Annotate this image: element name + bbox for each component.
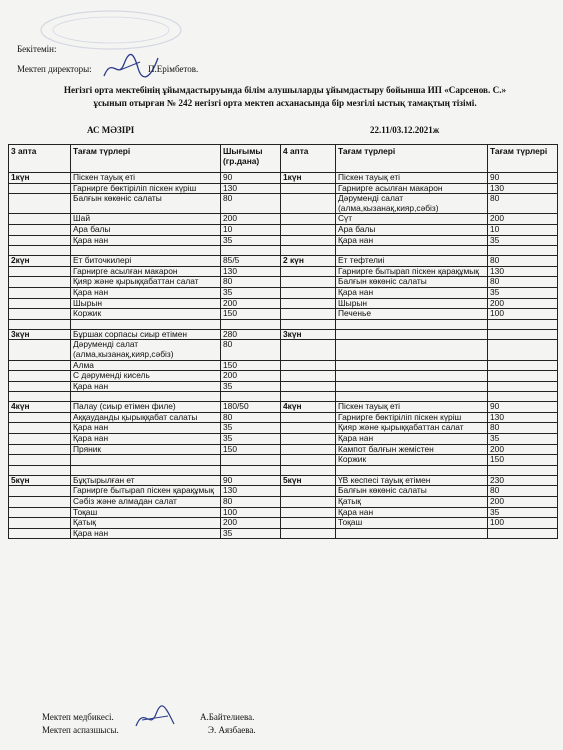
- cell-week4-yield: [488, 329, 558, 340]
- nurse-label: Мектеп медбикесі.: [42, 712, 114, 722]
- cell-week4-yield: 130: [488, 266, 558, 277]
- menu-label: АС МӘЗІРІ: [87, 125, 135, 135]
- header-week4: 4 апта: [281, 145, 336, 173]
- cell-week3-dish: С дәрумендi кисель: [71, 371, 221, 382]
- table-row: [9, 434, 558, 445]
- cell-week4-day: [281, 497, 336, 508]
- cell-week4-day: [281, 518, 336, 529]
- cell-week3-day: [9, 412, 71, 423]
- cell-week3-dish: Балғын көкөніс салаты: [71, 194, 221, 214]
- cell-week3-yield: [221, 455, 281, 466]
- table-row: [9, 381, 558, 392]
- cell-week3-day: [9, 423, 71, 434]
- cell-week3-yield: 130: [221, 266, 281, 277]
- director-label: Мектеп директоры:: [17, 64, 92, 74]
- menu-table: [8, 144, 558, 539]
- cell-week3-day: [9, 214, 71, 225]
- cell-week3-day: 3күн: [9, 329, 71, 340]
- table-row: [9, 173, 558, 184]
- cell-week3-dish: Қатық: [71, 518, 221, 529]
- cell-week4-yield: [488, 340, 558, 360]
- cell-week3-dish: Бұқтырылған ет: [71, 475, 221, 486]
- cell-week3-dish: Шай: [71, 214, 221, 225]
- cell-week3-yield: 10: [221, 224, 281, 235]
- cell-week4-dish: Сүт: [336, 214, 488, 225]
- cell-week3-yield: 180/50: [221, 402, 281, 413]
- cell-week4-day: [281, 277, 336, 288]
- table-body: [9, 173, 558, 539]
- cell-week4-dish: Піскен тауық еті: [336, 173, 488, 184]
- table-row: [9, 486, 558, 497]
- cell-week4-dish: Кампот балғын жемістен: [336, 444, 488, 455]
- cell-week3-dish: Гарнирге бытырап піскен қарақұмық: [71, 486, 221, 497]
- cook-label: Мектеп аспазшысы.: [42, 725, 119, 735]
- cell-week3-yield: 130: [221, 486, 281, 497]
- cell-week3-yield: 150: [221, 360, 281, 371]
- table-row: [9, 455, 558, 466]
- cell-week4-dish: [336, 381, 488, 392]
- cell-week4-dish: [336, 528, 488, 539]
- cell-week4-dish: Қара нан: [336, 507, 488, 518]
- nurse-signature: [130, 704, 180, 734]
- cell-week4-yield: 130: [488, 412, 558, 423]
- cell-week4-day: [281, 298, 336, 309]
- table-row: [9, 528, 558, 539]
- cell-week3-dish: Дәрумендi салат (алма,кызанақ,кияр,сәбіз): [71, 340, 221, 360]
- cell-week4-day: [281, 360, 336, 371]
- cell-week3-yield: 80: [221, 277, 281, 288]
- cell-week4-dish: Піскен тауық еті: [336, 402, 488, 413]
- cell-week4-dish: Гарнирге асылған макарон: [336, 183, 488, 194]
- cell-week4-yield: 200: [488, 214, 558, 225]
- cell-week4-day: [281, 528, 336, 539]
- cell-week3-yield: 35: [221, 528, 281, 539]
- cell-week3-day: 2күн: [9, 256, 71, 267]
- table-row: [9, 235, 558, 246]
- cell-week4-dish: [336, 319, 488, 329]
- cell-week4-dish: ҮВ кеспесі тауық етімен: [336, 475, 488, 486]
- cell-week3-yield: 80: [221, 497, 281, 508]
- cell-week4-dish: [336, 329, 488, 340]
- cell-week4-yield: 80: [488, 486, 558, 497]
- cell-week4-yield: [488, 246, 558, 256]
- cell-week4-yield: 35: [488, 434, 558, 445]
- cell-week4-dish: Тоқаш: [336, 518, 488, 529]
- table-row: [9, 518, 558, 529]
- cell-week3-day: [9, 392, 71, 402]
- cell-week3-yield: [221, 319, 281, 329]
- cell-week4-yield: 80: [488, 256, 558, 267]
- cell-week4-dish: Коржик: [336, 455, 488, 466]
- cell-week3-yield: 90: [221, 475, 281, 486]
- cell-week4-dish: Балғын көкөніс салаты: [336, 486, 488, 497]
- cell-week4-day: [281, 340, 336, 360]
- cell-week4-day: [281, 423, 336, 434]
- cell-week3-dish: Гарнирге бөктіріліп піскен күріш: [71, 183, 221, 194]
- cell-week4-yield: 150: [488, 455, 558, 466]
- table-row: [9, 412, 558, 423]
- cell-week4-day: [281, 214, 336, 225]
- cell-week4-day: 4күн: [281, 402, 336, 413]
- table-row: [9, 309, 558, 320]
- cell-week3-day: 5күн: [9, 475, 71, 486]
- table-row: [9, 298, 558, 309]
- cell-week3-dish: Тоқаш: [71, 507, 221, 518]
- table-row: [9, 319, 558, 329]
- cell-week3-day: [9, 507, 71, 518]
- cell-week3-dish: Палау (сиыр етімен филе): [71, 402, 221, 413]
- cell-week3-yield: 150: [221, 309, 281, 320]
- cell-week4-day: [281, 194, 336, 214]
- cell-week3-dish: Ара балы: [71, 224, 221, 235]
- cell-week3-yield: 35: [221, 381, 281, 392]
- table-row: [9, 246, 558, 256]
- table-row: [9, 444, 558, 455]
- cell-week3-yield: 90: [221, 173, 281, 184]
- cell-week3-yield: 35: [221, 287, 281, 298]
- cell-week3-yield: 35: [221, 423, 281, 434]
- cell-week4-yield: [488, 319, 558, 329]
- table-row: [9, 360, 558, 371]
- date-range: 22.11/03.12.2021ж: [370, 125, 440, 135]
- cell-week4-day: 2 күн: [281, 256, 336, 267]
- cell-week4-yield: 200: [488, 444, 558, 455]
- cell-week3-dish: Бұршак сорпасы сиыр етімен: [71, 329, 221, 340]
- cell-week3-day: [9, 497, 71, 508]
- cell-week3-yield: 80: [221, 412, 281, 423]
- cell-week4-dish: Балғын көкөніс салаты: [336, 277, 488, 288]
- title-line-1: Негізгі орта мектебінің ұйымдастыруында білім алушыларды ұйымдастыру бойынша ИП «Сарсенов. С.»: [63, 85, 507, 95]
- cell-week3-day: [9, 340, 71, 360]
- cell-week3-dish: Коржик: [71, 309, 221, 320]
- cell-week4-yield: 230: [488, 475, 558, 486]
- cell-week3-dish: [71, 392, 221, 402]
- cell-week4-dish: Дәрумендi салат (алма,кызанақ,кияр,сәбіз): [336, 194, 488, 214]
- cell-week4-dish: [336, 246, 488, 256]
- table-header-row: [9, 145, 558, 173]
- cell-week4-yield: 35: [488, 507, 558, 518]
- cell-week3-day: [9, 277, 71, 288]
- cell-week4-dish: Гарнирге бөктіріліп піскен күріш: [336, 412, 488, 423]
- cell-week3-day: [9, 235, 71, 246]
- table-row: [9, 266, 558, 277]
- cell-week4-dish: [336, 340, 488, 360]
- cell-week4-day: [281, 235, 336, 246]
- cell-week3-yield: 200: [221, 298, 281, 309]
- table-row: [9, 371, 558, 382]
- cell-week4-day: [281, 434, 336, 445]
- cell-week4-day: [281, 224, 336, 235]
- cell-week4-yield: 35: [488, 287, 558, 298]
- cell-week4-day: [281, 507, 336, 518]
- cell-week3-day: [9, 309, 71, 320]
- cell-week4-dish: [336, 392, 488, 402]
- header-dish-types-extra: Тағам түрлері: [488, 145, 558, 173]
- cell-week4-day: [281, 455, 336, 466]
- cell-week4-yield: 90: [488, 173, 558, 184]
- table-row: [9, 183, 558, 194]
- cell-week3-day: [9, 266, 71, 277]
- cell-week4-dish: Қара нан: [336, 434, 488, 445]
- cell-week4-dish: Печенье: [336, 309, 488, 320]
- cell-week3-yield: 35: [221, 235, 281, 246]
- cell-week3-day: [9, 465, 71, 475]
- cell-week4-day: [281, 444, 336, 455]
- cell-week3-yield: 200: [221, 518, 281, 529]
- cell-week4-day: [281, 287, 336, 298]
- table-row: [9, 402, 558, 413]
- cell-week4-yield: [488, 528, 558, 539]
- cell-week4-yield: [488, 371, 558, 382]
- cell-week3-day: [9, 371, 71, 382]
- cell-week3-yield: 200: [221, 371, 281, 382]
- cell-week3-day: [9, 194, 71, 214]
- table-row: [9, 256, 558, 267]
- cell-week4-yield: 80: [488, 423, 558, 434]
- cell-week3-day: [9, 381, 71, 392]
- cell-week3-yield: [221, 246, 281, 256]
- nurse-name: А.Байтелиева.: [200, 712, 255, 722]
- header-dish-types-right: Тағам түрлері: [336, 145, 488, 173]
- cell-week3-dish: Алма: [71, 360, 221, 371]
- document-title: [20, 84, 550, 110]
- cell-week3-yield: 150: [221, 444, 281, 455]
- cell-week3-day: [9, 518, 71, 529]
- cell-week4-dish: Гарнирге бытырап піскен қарақұмық: [336, 266, 488, 277]
- cell-week4-yield: 35: [488, 235, 558, 246]
- cell-week4-day: [281, 486, 336, 497]
- cell-week3-yield: [221, 392, 281, 402]
- cell-week4-dish: Шырын: [336, 298, 488, 309]
- cell-week3-day: [9, 434, 71, 445]
- header-dish-types-left: Тағам түрлері: [71, 145, 221, 173]
- cell-week4-dish: Қара нан: [336, 235, 488, 246]
- cell-week3-dish: [71, 455, 221, 466]
- table-row: [9, 465, 558, 475]
- cell-week3-dish: Қара нан: [71, 287, 221, 298]
- table-row: [9, 224, 558, 235]
- cell-week3-dish: Қара нан: [71, 381, 221, 392]
- cell-week4-day: [281, 412, 336, 423]
- cell-week3-dish: Қара нан: [71, 528, 221, 539]
- cell-week4-day: [281, 392, 336, 402]
- cell-week3-day: [9, 183, 71, 194]
- cell-week4-dish: Ет тефтелиі: [336, 256, 488, 267]
- cell-week3-yield: 85/5: [221, 256, 281, 267]
- cell-week3-yield: 100: [221, 507, 281, 518]
- cell-week3-dish: Шырын: [71, 298, 221, 309]
- cell-week4-day: 5күн: [281, 475, 336, 486]
- cell-week4-day: [281, 246, 336, 256]
- cell-week4-yield: 80: [488, 194, 558, 214]
- cell-week4-yield: 80: [488, 277, 558, 288]
- cell-week3-yield: 200: [221, 214, 281, 225]
- cell-week3-day: [9, 246, 71, 256]
- cell-week4-yield: 90: [488, 402, 558, 413]
- cell-week4-yield: [488, 360, 558, 371]
- cell-week4-day: [281, 319, 336, 329]
- cell-week3-dish: Ет биточкилері: [71, 256, 221, 267]
- cell-week3-dish: Қияр және қырыққабаттан салат: [71, 277, 221, 288]
- title-line-2: ұсынып отырған № 242 негізгі орта мектеп асханасында бір мезгілі ыстық тамақтың тізімі.: [93, 98, 477, 108]
- cell-week4-yield: 10: [488, 224, 558, 235]
- director-name: П.Ерімбетов.: [148, 64, 199, 74]
- cell-week4-dish: [336, 465, 488, 475]
- table-row: [9, 507, 558, 518]
- cell-week3-dish: Қара нан: [71, 434, 221, 445]
- cell-week4-yield: 130: [488, 183, 558, 194]
- cell-week4-dish: [336, 371, 488, 382]
- cell-week3-day: 1күн: [9, 173, 71, 184]
- cell-week3-dish: [71, 465, 221, 475]
- cell-week3-dish: Аққауданды қырыққабат салаты: [71, 412, 221, 423]
- table-row: [9, 392, 558, 402]
- cell-week4-dish: Қияр және қырыққабаттан салат: [336, 423, 488, 434]
- cell-week4-yield: 100: [488, 309, 558, 320]
- cell-week3-dish: Піскен тауық еті: [71, 173, 221, 184]
- table-row: [9, 194, 558, 214]
- table-row: [9, 287, 558, 298]
- cell-week4-dish: [336, 360, 488, 371]
- cell-week4-yield: [488, 392, 558, 402]
- cell-week3-dish: Пряник: [71, 444, 221, 455]
- table-row: [9, 277, 558, 288]
- cell-week3-day: [9, 224, 71, 235]
- cell-week3-dish: Сәбіз және алмадан салат: [71, 497, 221, 508]
- cell-week3-day: [9, 360, 71, 371]
- cell-week3-yield: [221, 465, 281, 475]
- cell-week3-yield: 35: [221, 434, 281, 445]
- table-row: [9, 497, 558, 508]
- cell-week4-yield: [488, 381, 558, 392]
- cell-week3-day: 4күн: [9, 402, 71, 413]
- header-yield: Шығымы (гр.дана): [221, 145, 281, 173]
- cell-week4-day: [281, 266, 336, 277]
- cell-week3-dish: Қара нан: [71, 235, 221, 246]
- table-row: [9, 214, 558, 225]
- cell-week3-yield: 80: [221, 194, 281, 214]
- cell-week4-yield: 200: [488, 298, 558, 309]
- cell-week4-day: [281, 465, 336, 475]
- cell-week3-day: [9, 455, 71, 466]
- cell-week3-dish: [71, 319, 221, 329]
- table-row: [9, 329, 558, 340]
- cook-name: Э. Аязбаева.: [208, 725, 256, 735]
- table-row: [9, 423, 558, 434]
- approve-label: Бекітемін:: [17, 44, 57, 54]
- table-row: [9, 340, 558, 360]
- cell-week4-yield: 100: [488, 518, 558, 529]
- table-row: [9, 475, 558, 486]
- cell-week4-day: [281, 183, 336, 194]
- cell-week4-dish: Қатық: [336, 497, 488, 508]
- cell-week3-day: [9, 444, 71, 455]
- cell-week4-day: [281, 371, 336, 382]
- cell-week4-dish: Қара нан: [336, 287, 488, 298]
- cell-week3-day: [9, 319, 71, 329]
- cell-week3-day: [9, 486, 71, 497]
- cell-week3-dish: Қара нан: [71, 423, 221, 434]
- cell-week4-day: 3күн: [281, 329, 336, 340]
- cell-week3-day: [9, 298, 71, 309]
- cell-week3-dish: [71, 246, 221, 256]
- stamp-image: [36, 8, 186, 52]
- cell-week3-day: [9, 287, 71, 298]
- cell-week4-yield: 200: [488, 497, 558, 508]
- cell-week3-dish: Гарнирге асылған макарон: [71, 266, 221, 277]
- cell-week4-day: [281, 309, 336, 320]
- cell-week3-yield: 280: [221, 329, 281, 340]
- cell-week4-day: 1күн: [281, 173, 336, 184]
- cell-week4-yield: [488, 465, 558, 475]
- cell-week4-dish: Ара балы: [336, 224, 488, 235]
- cell-week4-day: [281, 381, 336, 392]
- cell-week3-day: [9, 528, 71, 539]
- header-week3: 3 апта: [9, 145, 71, 173]
- cell-week3-yield: 80: [221, 340, 281, 360]
- cell-week3-yield: 130: [221, 183, 281, 194]
